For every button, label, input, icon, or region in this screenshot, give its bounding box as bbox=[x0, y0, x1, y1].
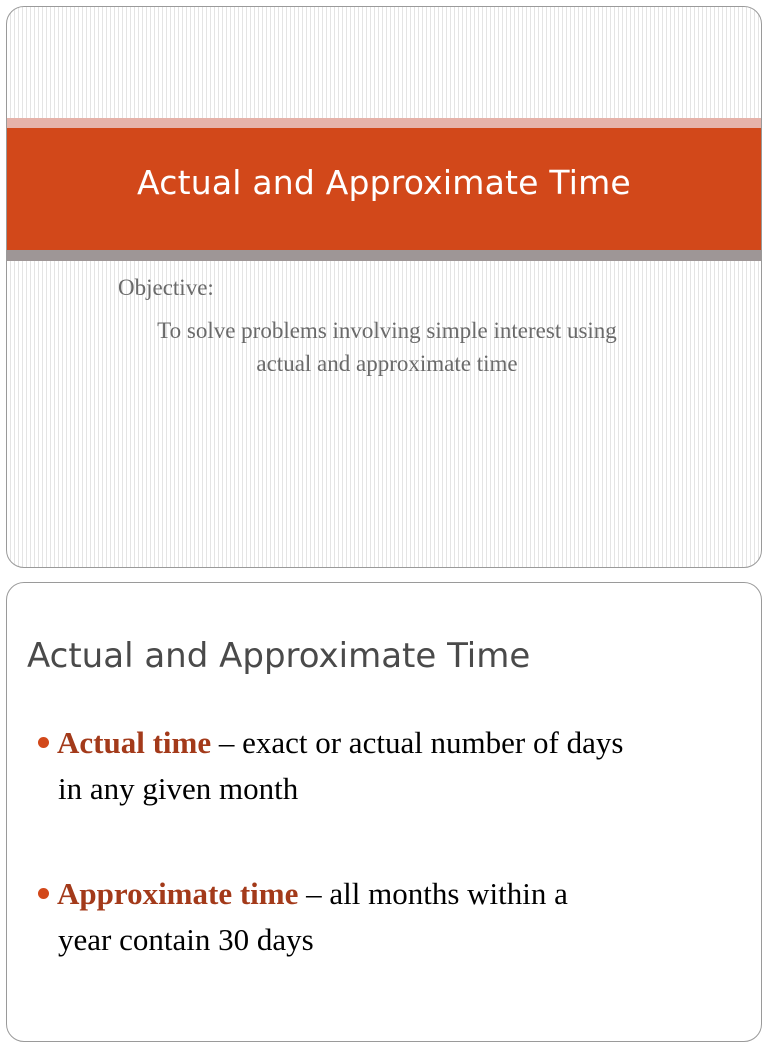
slide-title: Actual and Approximate Time bbox=[137, 163, 631, 202]
title-band-bottom-accent bbox=[7, 250, 761, 261]
objective-text bbox=[107, 314, 667, 380]
bullet-term: Actual time bbox=[57, 725, 212, 760]
bullet-dot-icon bbox=[38, 737, 49, 748]
bullet-term: Approximate time bbox=[57, 876, 299, 911]
bullet-approximate-time bbox=[33, 871, 733, 963]
title-slide bbox=[6, 6, 762, 568]
objective-label: Objective: bbox=[118, 275, 214, 300]
bullet-continuation: year contain 30 days bbox=[58, 922, 314, 957]
bullet-continuation: in any given month bbox=[58, 771, 299, 806]
objective-line-2: actual and approximate time bbox=[256, 351, 518, 376]
bullet-dot-icon bbox=[38, 888, 49, 899]
objective-line-1: To solve problems involving simple interest using bbox=[157, 318, 617, 343]
bullet-line bbox=[33, 720, 733, 766]
title-band-top-accent bbox=[7, 118, 761, 128]
bullet-definition: – all months within a bbox=[298, 876, 568, 911]
content-slide bbox=[6, 582, 762, 1042]
bullet-actual-time bbox=[33, 720, 733, 812]
content-slide-title: Actual and Approximate Time bbox=[27, 636, 531, 676]
bullet-definition: – exact or actual number of days bbox=[211, 725, 624, 760]
bullet-line bbox=[33, 871, 733, 917]
